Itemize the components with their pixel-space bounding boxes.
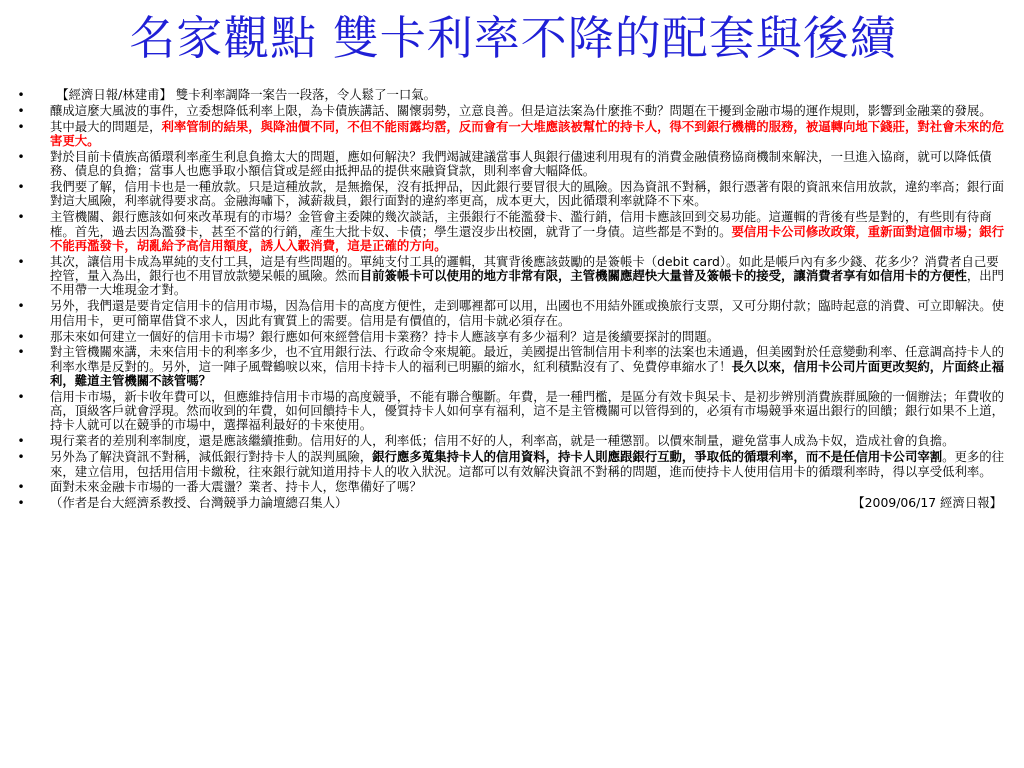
bullet-marker: • [17,298,25,314]
slide-title: 名家觀點 雙卡利率不降的配套與後續 [129,11,897,65]
paragraph-text: 信用卡市場，新卡收年費可以，但應維持信用卡市場的高度競爭，不能有聯合壟斷。年費，是一種門檻，是區分有效卡與呆卡、是初步辨別消費族群風險的一個辦法；年費收的高，頂級客戶就會浮現。然而收到的年費，如何回饋持卡人，優質持卡人如何享有福利，這不是主管機關可以管得到的，必須有市場競爭來逼出銀行的回饋；銀行如果不上道，持卡人就可以在競爭的市場中，選擇福利最好的卡來使用。 [50,388,1005,433]
bullet-marker: • [17,253,25,269]
paragraph-text: 我們要了解，信用卡也是一種放款。只是這種放款，是無擔保，沒有抵押品，因此銀行要冒很大的風險。因為資訊不對稱，銀行憑著有限的資訊來信用放款，違約率高；銀行面對這大風險，利率就得要求高。金融海嘯下，減薪裁員，銀行面對的違約率更高，成本更大，因此循環利率就降不下來。 [50,179,1005,209]
bullet-item [16,88,1010,102]
bullet-marker: • [17,328,25,344]
highlight-red-text: 利率管制的結果，與降油價不同，不但不能雨露均霑，反而會有一大堆應該被幫忙的持卡人，得不到銀行機構的服務，被逼轉向地下錢莊，對社會未來的危害更大。 [50,118,1005,149]
paragraph-text: 對主管機關來講，未來信用卡的利率多少，也不宜用銀行法、行政命令來規範。最近，美國提出管制信用卡利率的法案也未通過，但美國對於任意變動利率、任意調高持卡人的利率水準是反對的。另外，這一陣子風聲鶴唳以來，信用卡持卡人的福利已明顯的縮水，紅利積點沒有了、免費停車縮水了！ [50,344,1005,374]
bullet-marker: • [17,148,25,164]
bullet-marker: • [17,449,25,465]
source-date: 2009/06/17 [864,495,937,511]
bullet-item [16,210,1010,253]
bullet-marker: • [17,388,25,404]
paragraph-text: 那未來如何建立一個好的信用卡市場？銀行應如何來經營信用卡業務？持卡人應該享有多少福利？這是後續要探討的問題。 [50,328,720,344]
bullet-item [16,345,1010,388]
paragraph-text: 對於目前卡債族高循環利率產生利息負擔太大的問題，應如何解決？我們竭誠建議當事人與銀行儘速利用現有的消費金融債務協商機制來解決，一旦進入協商，就可以降低債務、債息的負擔；當事人也應爭取小額信貸或是經由抵押品的提供來融資貸款，則利率會大幅降低。 [50,148,992,179]
highlight-red-text: 要信用卡公司修改政策，重新面對這個市場；銀行不能再濫發卡，胡亂給予高信用額度，誘人入轂消費，這是正確的方向。 [50,223,1005,253]
bullet-item [16,104,1010,118]
paragraph-text: 主管機關、銀行應該如何來改革現有的市場？金管會主委陳的幾次談話，主張銀行不能濫發卡、濫行銷，信用卡應該回到交易功能。這邏輯的背後有些是對的，有些則有待商榷。首先，過去因為濫發卡，甚至不當的行銷，產生大批卡奴、卡債；學生還沒步出校園，就背了一身債。這些都是不對的。 [50,209,992,239]
bullet-item [16,299,1010,328]
paragraph-text: ，出門不用帶一大堆現金才對。 [50,268,1005,298]
bullet-marker: • [17,479,25,495]
bold-text: 目前簽帳卡可以使用的地方非常有限，主管機關應趕快大量普及簽帳卡的接受，讓消費者享有如信用卡的方便性 [359,268,967,284]
bullet-marker: • [17,209,25,225]
source-name: 經濟日報】 [936,495,1002,511]
paragraph-text: 【經濟日報/林建甫】 雙卡利率調降一案告一段落，令人鬆了一口氣。 [50,87,437,102]
paragraph-text: 其次，讓信用卡成為單純的支付工具，這是有些問題的。單純支付工具的邏輯，其實背後應該鼓勵的是簽帳卡（ [50,253,658,269]
paragraph-text: 其中最大的問題是， [50,118,162,134]
bullet-marker: • [17,433,25,449]
bullet-item [16,180,1010,209]
bold-text: 銀行應多蒐集持卡人的信用資料，持卡人則應跟銀行互動，爭取低的循環利率，而不是任信用卡公司宰割 [372,449,943,465]
bullet-marker: • [17,495,25,511]
footer-bullet [16,496,1010,510]
paragraph-text: 現行業者的差別利率制度，還是應該繼續推動。信用好的人，利率低；信用不好的人，利率高，就是一種懲罰。以價來制量，避免當事人成為卡奴，造成社會的負擔。 [50,433,955,449]
source-citation [852,496,1002,510]
paragraph-text: 。更多的往來，建立信用，包括用信用卡繳稅，往來銀行就知道用持卡人的收入狀況。這都可以有效解決資訊不對稱的問題，進而使持卡人使用信用卡的循環利率時，得以享受低利率。 [50,449,1005,479]
bullet-marker: • [17,87,25,102]
bullet-item [16,480,1010,494]
paragraph-text: debit card [657,253,720,269]
bullet-item [16,120,1010,149]
bullet-marker: • [17,344,25,360]
bullet-marker: • [17,179,25,195]
bullet-marker: • [17,118,25,134]
bullet-item [16,434,1010,448]
bullet-item [16,255,1010,298]
paragraph-text: 釀成這麼大風波的事件，立委想降低利率上限，為卡債族講話、關懷弱勢，立意良善。但是這法案為什麼推不動？問題在干擾到金融市場的運作規則，影響到金融業的發展。 [50,102,992,118]
bullet-item [16,390,1010,433]
bullet-item [16,330,1010,344]
author-note: （作者是台大經濟系教授、台灣競爭力論壇總召集人） [50,495,348,511]
source-bracket-open: 【 [852,495,865,511]
bullet-marker: • [17,102,25,118]
paragraph-text: ）。如此是帳戶內有多少錢、花多少？消費者自己要控管，量入為出，銀行也不用冒放款變呆帳的風險。然而 [50,253,999,284]
paragraph-text: 另外，我們還是要肯定信用卡的信用市場，因為信用卡的高度方便性，走到哪裡都可以用，出國也不用結外匯或換旅行支票，又可分期付款；臨時起意的消費、可立即解決。使用信用卡，更可簡單借貸不求人，因此有實質上的需要。信用是有價值的，信用卡就必須存在。 [50,298,1005,328]
bullet-item [16,150,1010,179]
paragraph-text: 面對未來金融卡市場的一番大震盪？業者、持卡人，您準備好了嗎？ [50,479,422,495]
bold-text: 長久以來，信用卡公司片面更改契約，片面終止福利，難道主管機關不該管嗎？ [50,358,1005,388]
bullet-item [16,450,1010,479]
paragraph-text: 另外為了解決資訊不對稱，減低銀行對持卡人的誤判風險， [50,449,373,465]
bullet-list [16,88,1010,511]
footer-row [50,496,1010,510]
